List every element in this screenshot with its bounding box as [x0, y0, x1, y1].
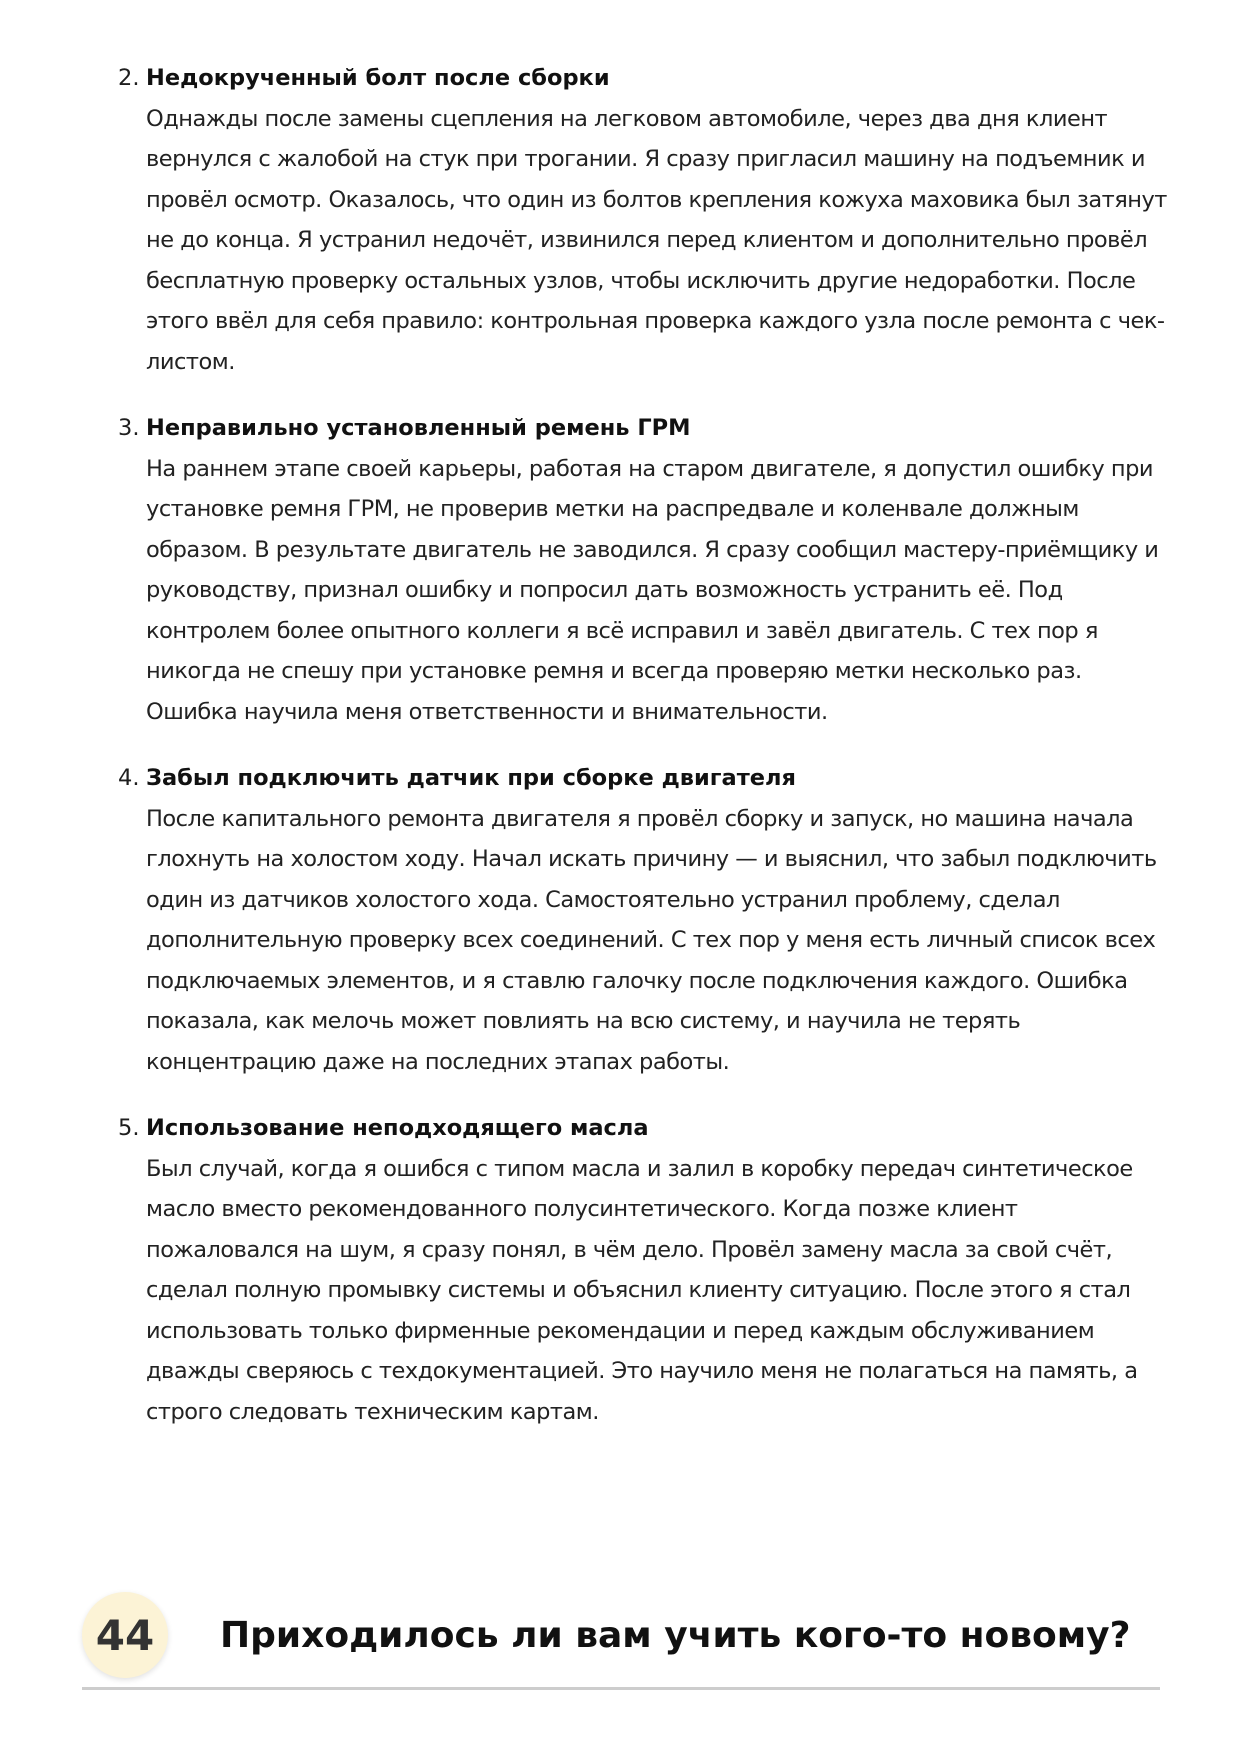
item-title: Использование неподходящего масла: [146, 1115, 649, 1141]
item-number: 2.: [118, 65, 140, 91]
item-number: 4.: [118, 765, 140, 791]
item-title: Неправильно установленный ремень ГРМ: [146, 415, 691, 441]
list-item: [118, 758, 1168, 1082]
section-divider: [82, 1687, 1160, 1690]
answer-list: [118, 58, 1168, 1458]
item-title: Забыл подключить датчик при сборке двигателя: [146, 765, 796, 791]
question-header: [82, 1592, 1160, 1678]
item-number: 3.: [118, 415, 140, 441]
item-body: Был случай, когда я ошибся с типом масла и залил в коробку передач синтетическое масло вместо рекомендованного полусинтетического. Когда позже клиент пожаловался на шум, я сразу понял, в чём дело. Провёл замену масла за свой счёт, сделал полную промывку системы и объяснил клиенту ситуацию. После этого я стал использовать только фирменные рекомендации и перед каждым обслуживанием дважды сверяюсь с техдокументацией. Это научило меня не полагаться на память, а строго следовать техническим картам.: [146, 1155, 1138, 1425]
question-number-badge: 44: [82, 1592, 168, 1678]
item-title: Недокрученный болт после сборки: [146, 65, 610, 91]
item-body: На раннем этапе своей карьеры, работая на старом двигателе, я допустил ошибку при установке ремня ГРМ, не проверив метки на распредвале и коленвале должным образом. В результате двигатель не заводился. Я сразу сообщил мастеру-приёмщику и руководству, признал ошибку и попросил дать возможность устранить её. Под контролем более опытного коллеги я всё исправил и завёл двигатель. С тех пор я никогда не спешу при установке ремня и всегда проверяю метки несколько раз. Ошибка научила меня ответственности и внимательности.: [146, 455, 1159, 725]
list-item: [118, 408, 1168, 732]
question-title: Приходилось ли вам учить кого-то новому?: [220, 1614, 1131, 1656]
item-body: Однажды после замены сцепления на легковом автомобиле, через два дня клиент вернулся с жалобой на стук при трогании. Я сразу пригласил машину на подъемник и провёл осмотр. Оказалось, что один из болтов крепления кожуха маховика был затянут не до конца. Я устранил недочёт, извинился перед клиентом и дополнительно провёл бесплатную проверку остальных узлов, чтобы исключить другие недоработки. После этого ввёл для себя правило: контрольная проверка каждого узла после ремонта с чек-листом.: [146, 105, 1167, 375]
item-body: После капитального ремонта двигателя я провёл сборку и запуск, но машина начала глохнуть на холостом ходу. Начал искать причину — и выяснил, что забыл подключить один из датчиков холостого хода. Самостоятельно устранил проблему, сделал дополнительную проверку всех соединений. С тех пор у меня есть личный список всех подключаемых элементов, и я ставлю галочку после подключения каждого. Ошибка показала, как мелочь может повлиять на всю систему, и научила не терять концентрацию даже на последних этапах работы.: [146, 805, 1157, 1075]
list-item: [118, 1108, 1168, 1432]
list-item: [118, 58, 1168, 382]
item-number: 5.: [118, 1115, 140, 1141]
